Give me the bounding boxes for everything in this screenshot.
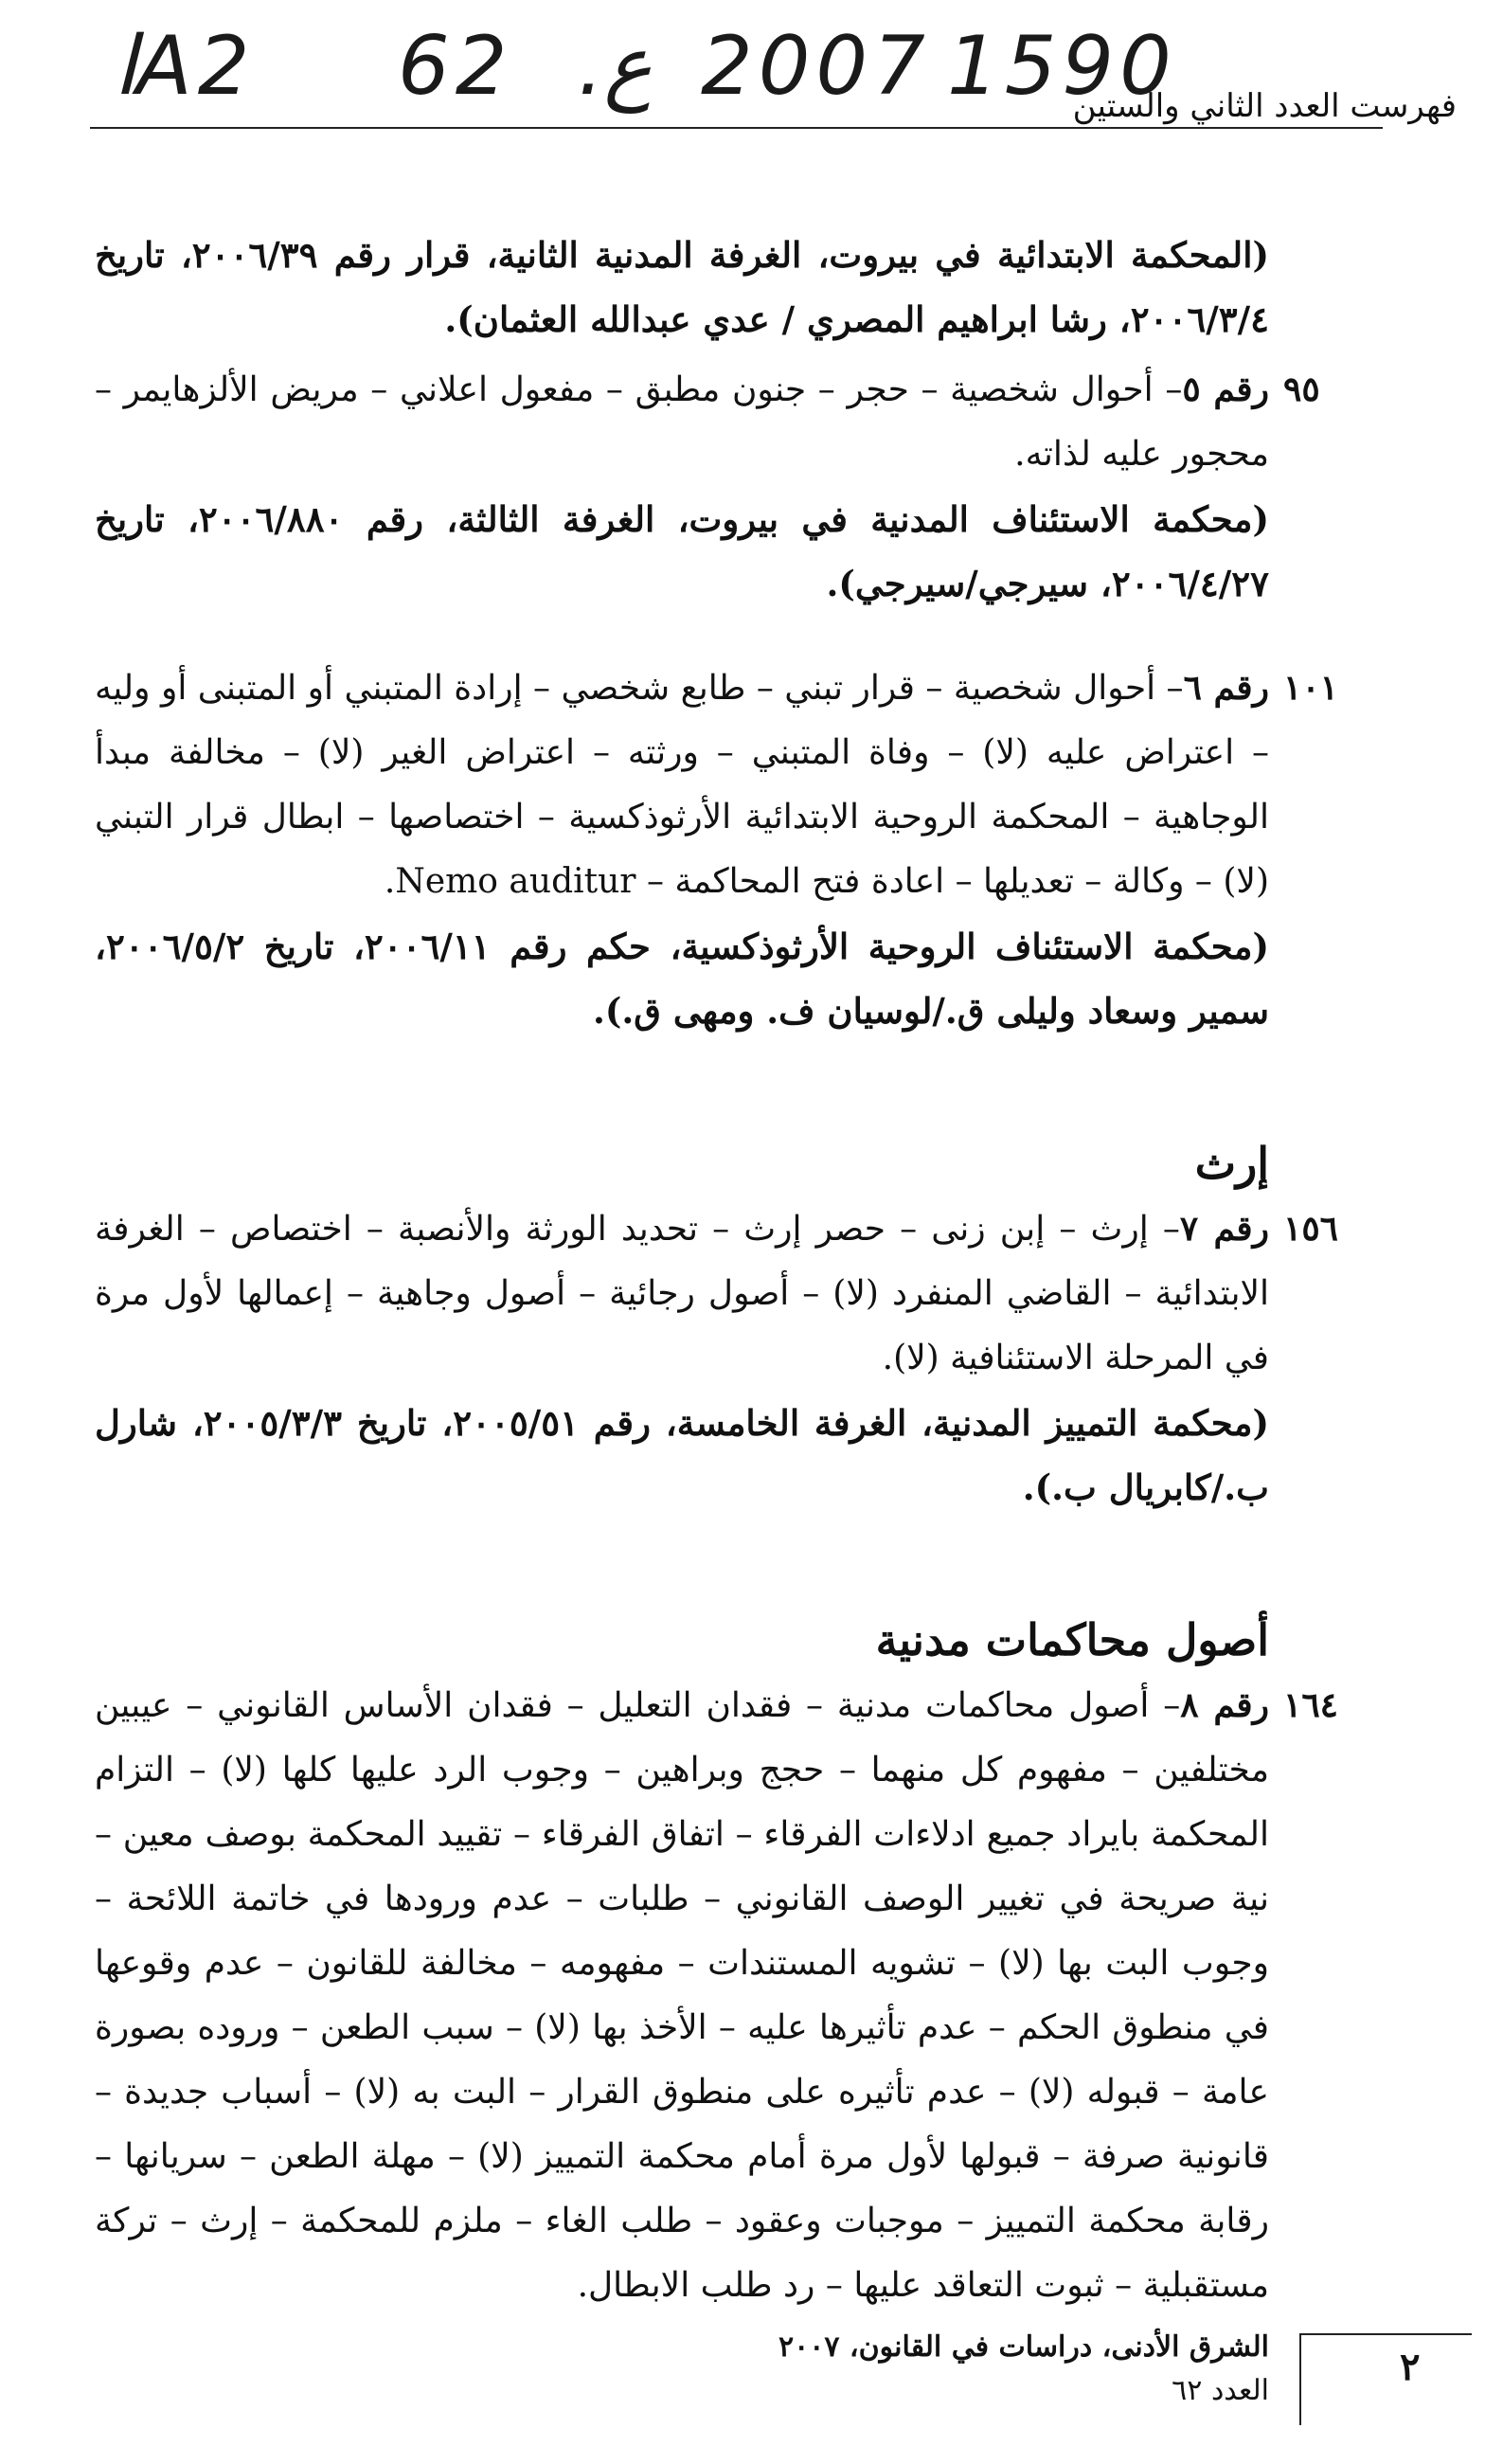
entry-keywords	[95, 656, 1269, 914]
index-entry-continuation	[95, 223, 1269, 351]
section-heading-inheritance: إرث	[1194, 1138, 1269, 1189]
entry-label: رقم ٥	[1182, 369, 1269, 409]
entry-keywords	[95, 1196, 1269, 1391]
handwritten-mark-1: ﺍA2	[114, 19, 256, 114]
footer-page-box	[1299, 2333, 1472, 2425]
entry-keywords	[95, 357, 1269, 487]
section-heading-civil-procedure: أصول محاكمات مدنية	[875, 1614, 1269, 1665]
page-reference: ١٠١	[1283, 668, 1339, 708]
footer-journal-title: الشرق الأدنى، دراسات في القانون، ٢٠٠٧	[778, 2330, 1269, 2364]
entry-label: رقم ٧	[1179, 1209, 1269, 1249]
handwritten-mark-3: .ع	[578, 19, 653, 114]
page-footer	[663, 2326, 1269, 2413]
running-head: فهرست العدد الثاني والستين	[1072, 87, 1457, 125]
entry-text: – أصول محاكمات مدنية – فقدان التعليل – فقدان الأساس القانوني – عيبين مختلفين – مفهوم كل منهما – حجج وبراهين – وجوب الرد عليها كلها (لا) – التزام المحكمة بايراد جميع ادلاءات الفرقاء – اتفاق الفرقاء – تقييد المحكمة بوصف معين – نية صريحة في تغيير الوصف القانوني – طلبات – عدم ورودها في خاتمة اللائحة – وجوب البت بها (لا) – تشويه المستندات – مفهومه – مخالفة للقانون – عدم وقوعها في منطوق الحكم – عدم تأثيرها عليه – الأخذ بها (لا) – سبب الطعن – وروده بصورة عامة – قبوله (لا) – عدم تأثيره على منطوق القرار – البت به (لا) – أسباب جديدة – قانونية صرفة – قبولها لأول مرة أمام محكمة التمييز (لا) – مهلة الطعن – سريانها – رقابة محكمة التمييز – موجبات وعقود – طلب الغاء – ملزم للمحكمة – إرث – تركة مستقبلية – ثبوت التعاقد عليها – رد طلب الابطال.	[95, 1686, 1269, 2305]
header-rule	[90, 127, 1383, 129]
entry-text: – أحوال شخصية – حجر – جنون مطبق – مفعول اعلاني – مريض الألزهايمر – محجور عليه لذاته.	[95, 370, 1269, 474]
entry-label: رقم ٨	[1180, 1685, 1269, 1725]
index-entry-8	[95, 1673, 1339, 2318]
index-entry-5	[95, 357, 1320, 616]
page-reference: ٩٥	[1283, 369, 1320, 409]
page-reference: ١٥٦	[1283, 1209, 1339, 1249]
page-reference: ١٦٤	[1283, 1685, 1339, 1725]
entry-keywords	[95, 1673, 1269, 2318]
court-citation: (محكمة الاستئناف الروحية الأرثوذكسية، حكم رقم ٢٠٠٦/١١، تاريخ ٢٠٠٦/٥/٢، سمير وسعاد وليلى ق./لوسيان ف. ومهى ق.).	[95, 926, 1269, 1032]
court-citation: (المحكمة الابتدائية في بيروت، الغرفة المدنية الثانية، قرار رقم ٢٠٠٦/٣٩، تاريخ ٢٠٠٦/٣/٤، رشا ابراهيم المصري / عدي عبدالله العثمان).	[95, 234, 1269, 340]
footer-page-number: ٢	[1400, 2345, 1421, 2389]
entry-text: – أحوال شخصية – قرار تبني – طابع شخصي – إرادة المتبني أو المتبنى أو وليه – اعتراض عليه (لا) – وفاة المتبني – ورثته – اعتراض الغير (لا) – مخالفة مبدأ الوجاهية – المحكمة الروحية الابتدائية الأرثوذكسية – اختصاصها – ابطال قرار التبني (لا) – وكالة – تعديلها – اعادة فتح المحاكمة – Nemo auditur.	[95, 669, 1269, 901]
footer-issue: العدد ٦٢	[1172, 2374, 1269, 2407]
court-citation: (محكمة التمييز المدنية، الغرفة الخامسة، رقم ٢٠٠٥/٥١، تاريخ ٢٠٠٥/٣/٣، شارل ب./كابريال ب.).	[95, 1402, 1269, 1508]
court-citation: (محكمة الاستئناف المدنية في بيروت، الغرفة الثالثة، رقم ٢٠٠٦/٨٨٠، تاريخ ٢٠٠٦/٤/٢٧، سيرجي/سيرجي).	[95, 498, 1269, 604]
index-content	[95, 223, 1339, 2358]
handwritten-mark-5: 1590	[947, 19, 1177, 114]
entry-label: رقم ٦	[1183, 668, 1270, 708]
index-entry-7	[95, 1196, 1339, 1520]
entry-text: – إرث – إبن زنى – حصر إرث – تحديد الورثة والأنصبة – اختصاص – الغرفة الابتدائية – القاضي المنفرد (لا) – أصول رجائية – أصول وجاهية – إعمالها لأول مرة في المرحلة الاستئنافية (لا).	[95, 1210, 1269, 1377]
handwritten-mark-4: 2007	[701, 19, 931, 114]
index-entry-6	[95, 656, 1339, 1043]
handwritten-mark-2: 62	[398, 19, 513, 114]
handwritten-note	[114, 19, 1177, 123]
